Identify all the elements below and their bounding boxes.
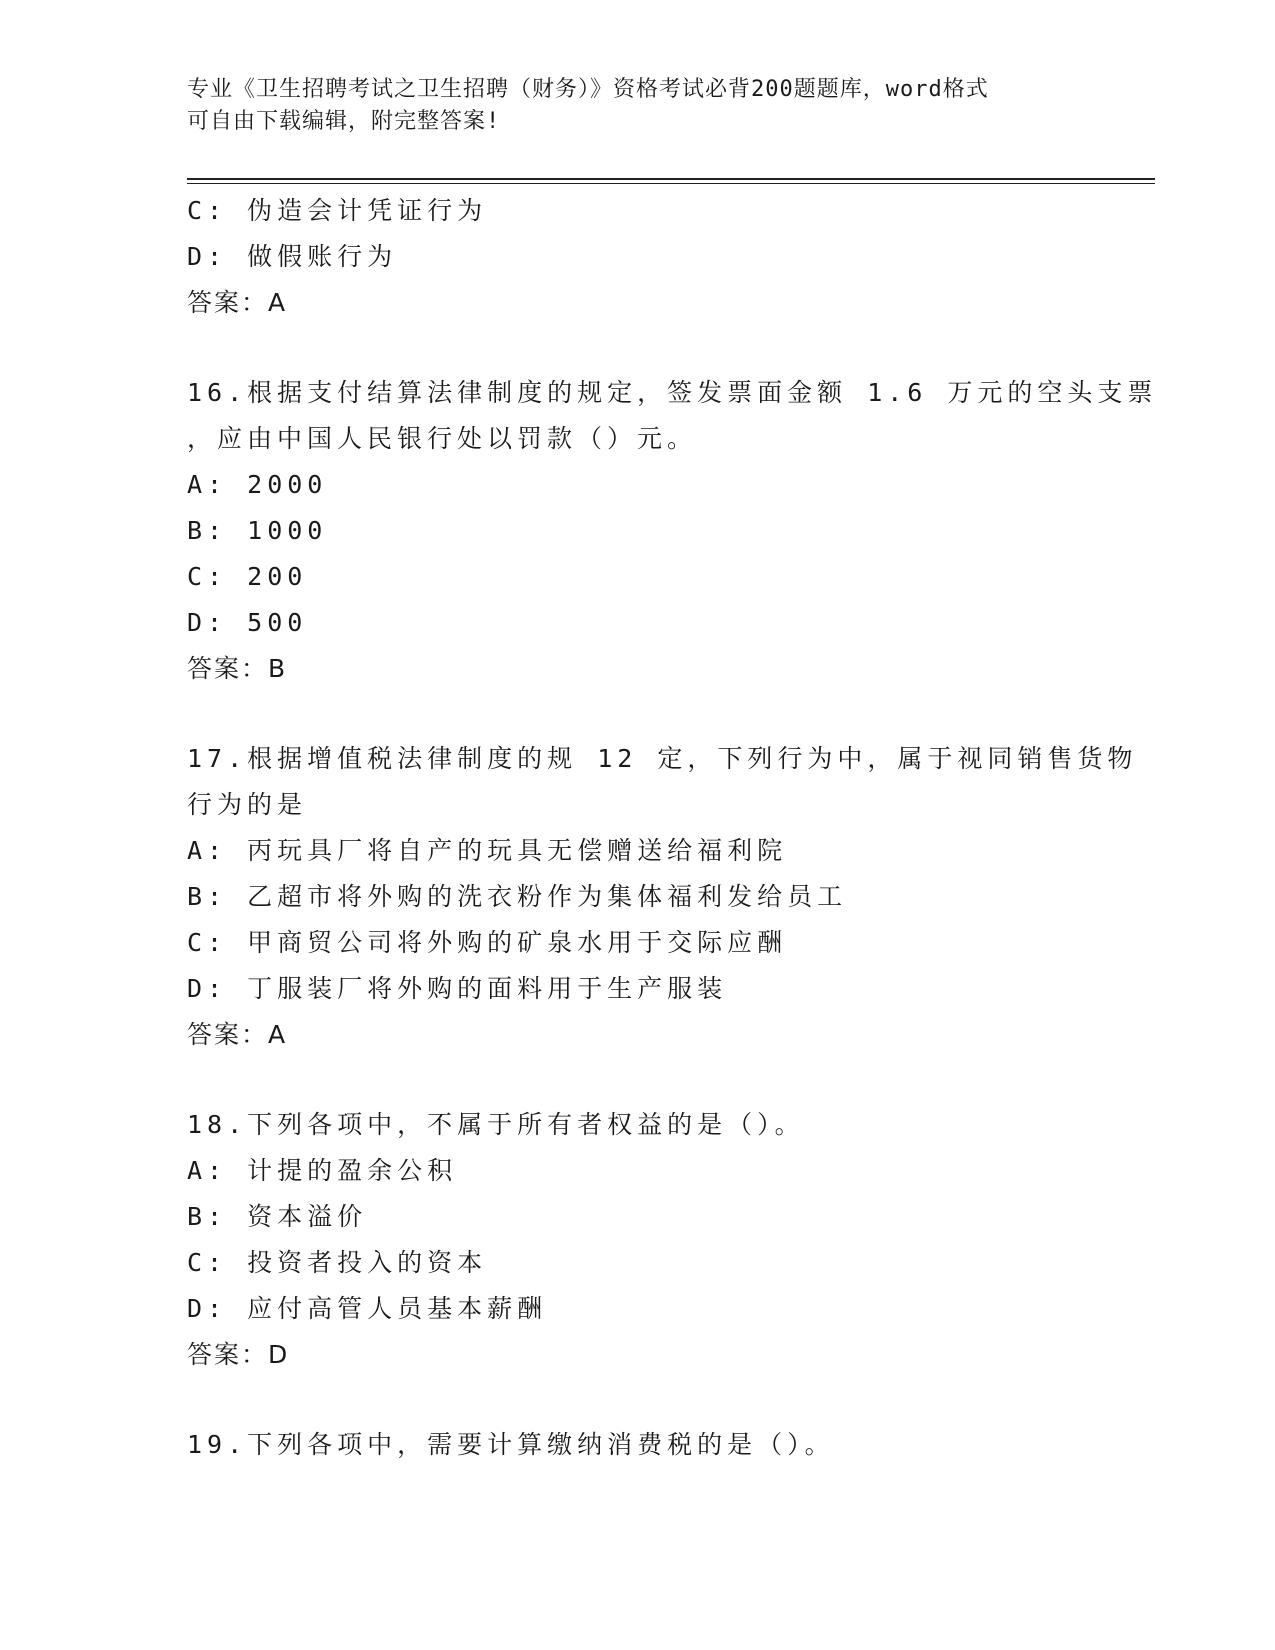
option-a: A: 计提的盈余公积 [187,1156,458,1185]
question-block-17 [187,736,1157,1058]
header-divider-thick [187,178,1155,180]
question-title-line-1: 16.根据支付结算法律制度的规定，签发票面金额 1.6 万元的空头支票 [187,378,1158,407]
option-c: C: 甲商贸公司将外购的矿泉水用于交际应酬 [187,928,788,957]
question-title-line-1: 17.根据增值税法律制度的规 12 定，下列行为中，属于视同销售货物 [187,744,1138,773]
question-title-line-2: 行为的是 [187,790,308,819]
option-c: C: 投资者投入的资本 [187,1248,488,1277]
question-block-16 [187,370,1157,692]
option-d: D: 500 [187,608,308,637]
question-block-18 [187,1102,1157,1378]
option-d: D: 丁服装厂将外购的面料用于生产服装 [187,974,728,1003]
header-divider-thin [187,183,1155,184]
answer-line: 答案：A [187,1020,288,1049]
header-line-1: 专业《卫生招聘考试之卫生招聘（财务）》资格考试必背200题题库，word格式 [187,77,989,102]
option-b: B: 乙超市将外购的洗衣粉作为集体福利发给员工 [187,882,848,911]
question-title-line-1: 18.下列各项中，不属于所有者权益的是（）。 [187,1110,805,1139]
option-a: A: 2000 [187,470,328,499]
answer-line: 答案：A [187,288,288,317]
question-block-15 [187,188,1157,326]
question-title-line-1: 19.下列各项中，需要计算缴纳消费税的是（）。 [187,1430,835,1459]
option-b: B: 1000 [187,516,328,545]
option-d: D: 应付高管人员基本薪酬 [187,1294,548,1323]
question-block-19 [187,1422,1157,1468]
question-list [187,188,1157,1468]
option-b: B: 资本溢价 [187,1202,368,1231]
option-c: C: 伪造会计凭证行为 [187,196,488,225]
option-a: A: 丙玩具厂将自产的玩具无偿赠送给福利院 [187,836,788,865]
answer-line: 答案：B [187,654,288,683]
header-line-2: 可自由下载编辑，附完整答案! [187,109,501,134]
answer-line: 答案：D [187,1340,290,1369]
option-c: C: 200 [187,562,308,591]
question-title-line-2: ，应由中国人民银行处以罚款（）元。 [187,424,698,453]
option-d: D: 做假账行为 [187,242,398,271]
document-header [187,74,1077,138]
